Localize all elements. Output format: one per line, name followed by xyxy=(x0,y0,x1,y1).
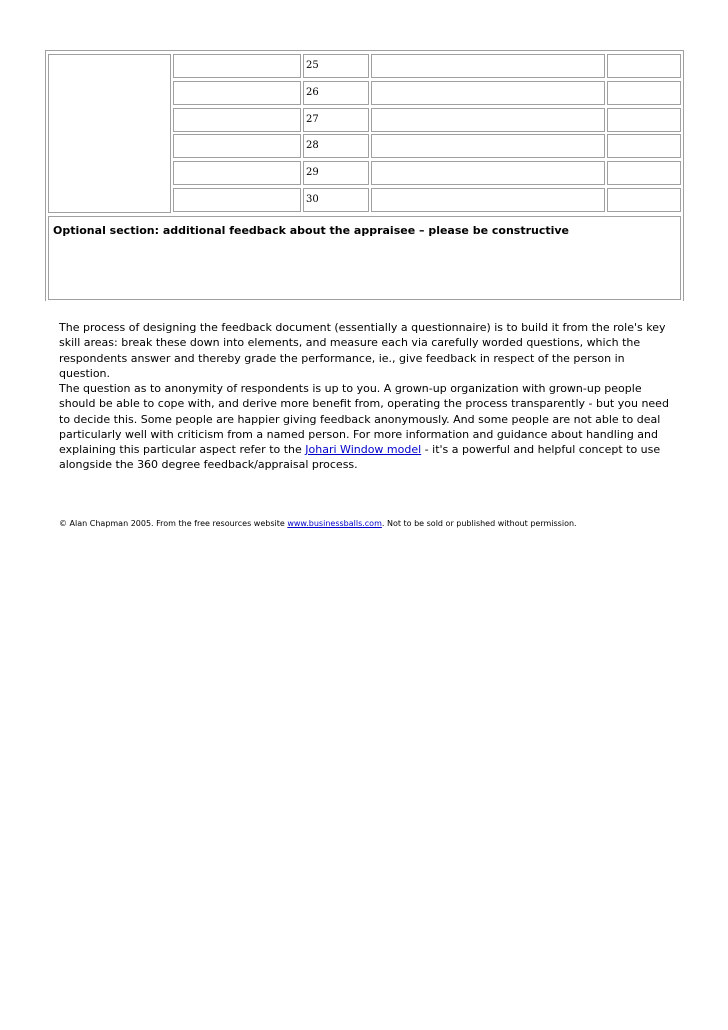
footer-text: . Not to be sold or published without permission. xyxy=(381,519,577,528)
businessballs-link[interactable]: www.businessballs.com xyxy=(287,519,382,528)
optional-feedback-cell xyxy=(48,216,681,300)
table-cell xyxy=(371,188,605,212)
table-cell xyxy=(173,108,301,132)
paragraph-anonymity xyxy=(59,381,671,473)
table-cell-question-number: 26 xyxy=(303,81,369,105)
table-cell xyxy=(607,161,681,185)
table-cell xyxy=(173,188,301,212)
table-cell xyxy=(173,161,301,185)
paragraph-text: The question as to anonymity of respondents is up to you. A grown-up organization with grown-up people should be able to cope with, and derive more benefit from, operating the process transparently - but you need to decide this. Some people are happier giving feedback anonymously. And some people are not able to deal particularly well with criticism from a named person. For more information and guidance about handling and explaining this particular aspect refer to the xyxy=(59,382,669,457)
paragraph-text: The process of designing the feedback document (essentially a questionnaire) is to build it from the role's key skill areas: break these down into elements, and measure each via carefully worded questions, which the respondents answer and thereby grade the performance, ie., give feedback in respect of the person in question. xyxy=(59,321,666,380)
table-cell xyxy=(371,54,605,78)
table-cell xyxy=(607,134,681,158)
table-cell xyxy=(607,108,681,132)
table-cell xyxy=(371,108,605,132)
paragraph-questionnaire-design xyxy=(59,320,671,381)
table-cell xyxy=(607,81,681,105)
table-cell-competency xyxy=(48,54,171,213)
copyright-footer xyxy=(59,519,577,528)
table-cell-question-number: 30 xyxy=(303,188,369,212)
table-cell xyxy=(173,54,301,78)
table-cell xyxy=(371,134,605,158)
table-cell xyxy=(173,81,301,105)
paragraph-text: - it's a powerful and helpful concept to use alongside the 360 degree feedback/appraisal process. xyxy=(59,443,661,472)
table-cell-question-number: 29 xyxy=(303,161,369,185)
table-cell xyxy=(371,161,605,185)
table-cell xyxy=(607,54,681,78)
optional-section-heading: Optional section: additional feedback about the appraisee – please be constructive xyxy=(53,224,570,237)
table-cell-question-number: 25 xyxy=(303,54,369,78)
table-cell-question-number: 27 xyxy=(303,108,369,132)
johari-window-link[interactable]: Johari Window model xyxy=(305,443,422,457)
footer-text: © Alan Chapman 2005. From the free resources website xyxy=(59,519,288,528)
table-cell-question-number: 28 xyxy=(303,134,369,158)
table-cell xyxy=(371,81,605,105)
table-cell xyxy=(607,188,681,212)
table-cell xyxy=(173,134,301,158)
